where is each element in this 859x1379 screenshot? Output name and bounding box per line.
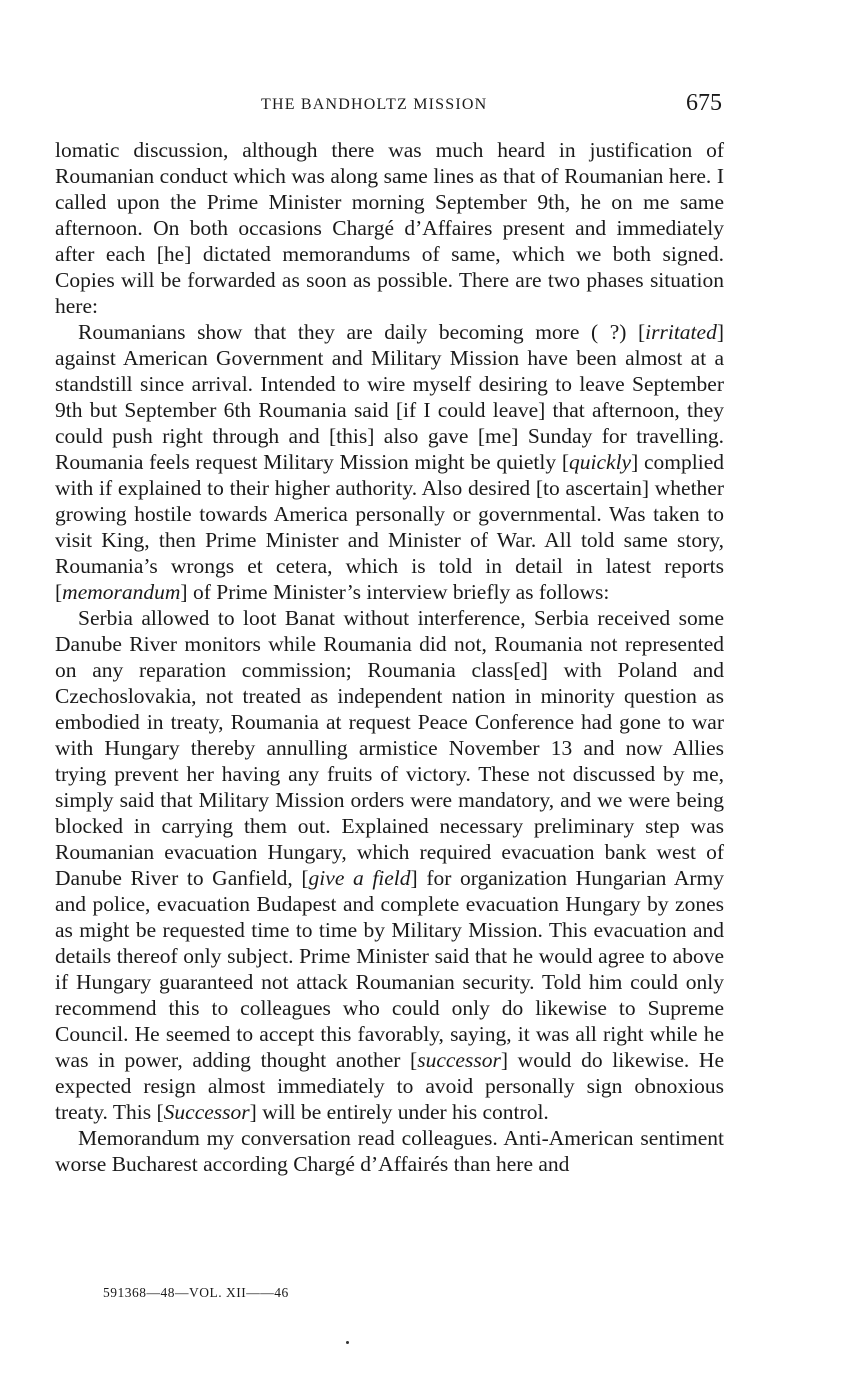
italic-insertion: Successor [163, 1100, 250, 1124]
paragraph-1 [55, 137, 724, 319]
italic-insertion: give a field [308, 866, 411, 890]
text-segment: ] will be entirely under his control. [249, 1100, 549, 1124]
text-segment: Memorandum my conversation read colleagues. Anti-American sentiment worse Bucharest according Chargé d’Affairés than here and [55, 1126, 724, 1176]
text-segment: ] against American Government and Military Mission have been almost at a standstill since arrival. Intended to wire myself desiring to leave September 9th but September 6th Roumania said [if I could leave] that afternoon, they could push right through and [this] also gave [me] Sunday for travelling. Roumania feels request Military Mission might be quietly [ [55, 320, 724, 474]
text-segment: ] of Prime Minister’s interview briefly as follows: [180, 580, 610, 604]
text-segment: Serbia allowed to loot Banat without interference, Serbia received some Danube River monitors while Roumania did not, Roumania not represented on any reparation commission; Roumania class[ed] with Poland and Czechoslovakia, not treated as independent nation in minority question as embodied in treaty, Roumania at request Peace Conference had gone to war with Hungary thereby annulling armistice November 13 and now Allies trying prevent her having any fruits of victory. These not discussed by me, simply said that Military Mission orders were mandatory, and we were being blocked in carrying them out. Explained necessary preliminary step was Roumanian evacuation Hungary, which required evacuation bank west of Danube River to Ganfield, [ [55, 606, 724, 890]
page-number: 675 [686, 90, 722, 116]
italic-insertion: memorandum [62, 580, 181, 604]
running-title: THE BANDHOLTZ MISSION [261, 96, 488, 113]
text-segment: ] for organization Hungarian Army and police, evacuation Budapest and complete evacuation Hungary by zones as might be requested time to time by Military Mission. This evacuation and details thereof only subject. Prime Minister said that he would agree to above if Hungary guaranteed not attack Roumanian security. Told him could only recommend this to colleagues who could only do likewise to Supreme Council. He seemed to accept this favorably, saying, it was all right while he was in power, adding thought another [ [55, 866, 724, 1072]
paragraph-3 [55, 605, 724, 1125]
italic-insertion: successor [417, 1048, 501, 1072]
text-segment: ] complied with if explained to their higher authority. Also desired [to ascertain] whether growing hostile towards America personally or governmental. Was taken to visit King, then Prime Minister and Minister of War. All told same story, Roumania’s wrongs et cetera, which is told in detail in latest reports [ [55, 450, 724, 604]
body-text [55, 137, 724, 1177]
italic-insertion: quickly [569, 450, 632, 474]
printer-signature-mark: 591368—48—VOL. XII——46 [103, 1285, 289, 1300]
text-segment: lomatic discussion, although there was much heard in justification of Roumanian conduct which was along same lines as that of Roumanian here. I called upon the Prime Minister morning September 9th, he on me same afternoon. On both occasions Chargé d’Affaires present and immediately after each [he] dictated memorandums of same, which we both signed. Copies will be forwarded as soon as possible. There are two phases situation here: [55, 138, 724, 318]
italic-insertion: irritated [645, 320, 717, 344]
text-segment: Roumanians show that they are daily becoming more ( ?) [ [78, 320, 646, 344]
print-speck [346, 1341, 349, 1344]
paragraph-2 [55, 319, 724, 605]
text-segment: ] would do likewise. He expected resign almost immediately to avoid personally sign obnoxious treaty. This [ [55, 1048, 724, 1124]
paragraph-4 [55, 1125, 724, 1177]
